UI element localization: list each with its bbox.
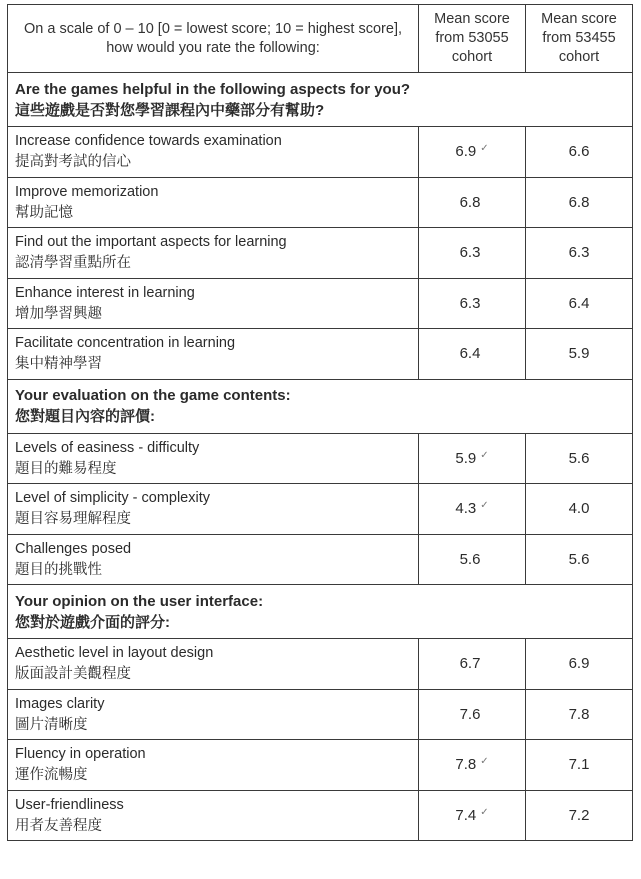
item-label-cell	[8, 534, 419, 585]
score-53455: 7.8	[568, 705, 590, 723]
table-row	[8, 433, 633, 484]
check-mark-icon: ✓	[480, 449, 489, 461]
item-label-zh: 版面設計美觀程度	[15, 666, 131, 683]
score-53455-cell	[526, 689, 633, 740]
item-label-zh: 提高對考試的信心	[15, 154, 131, 171]
check-mark-icon: ✓	[480, 143, 489, 155]
score-53055: 7.8	[455, 756, 477, 774]
item-label-en: Images clarity	[15, 695, 105, 712]
cohort-53455-header: Mean score from 53455 cohort	[526, 5, 633, 73]
score-53055-cell	[419, 228, 526, 279]
score-53055-cell	[419, 329, 526, 380]
score-53055: 5.6	[459, 550, 481, 568]
item-label-cell	[8, 127, 419, 178]
score-53055-cell	[419, 433, 526, 484]
score-53055-cell	[419, 177, 526, 228]
header-row	[8, 5, 633, 73]
item-label-cell	[8, 639, 419, 690]
score-53455-cell	[526, 639, 633, 690]
item-label-cell	[8, 228, 419, 279]
score-53055-cell	[419, 740, 526, 791]
score-53055: 6.3	[459, 244, 481, 262]
score-53055: 6.7	[459, 655, 481, 673]
table-row	[8, 639, 633, 690]
section-title-cell	[8, 73, 633, 127]
section-title-zh: 這些遊戲是否對您學習課程內中藥部分有幫助?	[15, 101, 325, 119]
score-53055: 7.6	[459, 705, 481, 723]
score-53055: 6.8	[459, 193, 481, 211]
table-row	[8, 329, 633, 380]
section-header-row	[8, 73, 633, 127]
item-label-en: Level of simplicity - complexity	[15, 490, 210, 507]
section-title-cell	[8, 379, 633, 433]
score-53055: 7.4	[455, 806, 477, 824]
item-label-en: Find out the important aspects for learning	[15, 234, 287, 251]
score-53055: 6.4	[459, 345, 481, 363]
item-label-cell	[8, 790, 419, 841]
score-53055-cell	[419, 127, 526, 178]
score-53455-cell	[526, 484, 633, 535]
item-label-en: Facilitate concentration in learning	[15, 335, 236, 352]
check-mark-icon: ✓	[480, 500, 489, 512]
item-label-cell	[8, 329, 419, 380]
table-row	[8, 740, 633, 791]
section-title-zh: 您對題目內容的評價:	[15, 408, 155, 425]
table-row	[8, 228, 633, 279]
item-label-zh: 集中精神學習	[15, 356, 102, 373]
check-mark-icon: ✓	[480, 806, 489, 818]
item-label-en: Increase confidence towards examination	[15, 133, 282, 150]
item-label-cell	[8, 278, 419, 329]
table-row	[8, 534, 633, 585]
score-53055: 4.3	[455, 500, 477, 518]
score-53055-cell	[419, 278, 526, 329]
item-label-cell	[8, 433, 419, 484]
section-title-en: Your evaluation on the game contents:	[15, 387, 291, 404]
section-title-en: Are the games helpful in the following aspects for you?	[15, 80, 411, 98]
item-label-cell	[8, 689, 419, 740]
table-body	[8, 73, 633, 841]
item-label-en: User-friendliness	[15, 796, 124, 813]
item-label-en: Fluency in operation	[15, 746, 146, 763]
item-label-en: Aesthetic level in layout design	[15, 645, 214, 662]
survey-table	[7, 4, 633, 841]
section-title-cell	[8, 585, 633, 639]
score-53055: 6.3	[459, 294, 481, 312]
score-53455-cell	[526, 177, 633, 228]
score-53055-cell	[419, 484, 526, 535]
section-header-row	[8, 379, 633, 433]
item-label-cell	[8, 177, 419, 228]
score-53055: 6.9	[455, 143, 477, 161]
score-53055-cell	[419, 689, 526, 740]
section-title-en: Your opinion on the user interface:	[15, 592, 264, 610]
score-53055-cell	[419, 639, 526, 690]
score-53455: 6.9	[568, 655, 590, 673]
item-label-zh: 幫助記憶	[15, 204, 73, 221]
score-53455-cell	[526, 329, 633, 380]
score-53455: 5.6	[568, 449, 590, 467]
score-53455-cell	[526, 127, 633, 178]
score-53455-cell	[526, 278, 633, 329]
score-53455: 4.0	[568, 500, 590, 518]
score-53455: 6.8	[568, 193, 590, 211]
item-label-zh: 題目容易理解程度	[15, 511, 131, 528]
item-label-en: Enhance interest in learning	[15, 284, 195, 301]
score-53055-cell	[419, 790, 526, 841]
table-row	[8, 790, 633, 841]
item-label-cell	[8, 484, 419, 535]
score-53455-cell	[526, 740, 633, 791]
score-53455: 5.6	[568, 550, 590, 568]
score-53455-cell	[526, 433, 633, 484]
item-label-zh: 運作流暢度	[15, 767, 88, 784]
table-row	[8, 278, 633, 329]
score-53455-cell	[526, 534, 633, 585]
score-53455: 7.1	[568, 756, 590, 774]
item-label-zh: 題目的挑戰性	[15, 561, 102, 578]
item-label-zh: 認清學習重點所在	[15, 255, 131, 272]
item-label-zh: 題目的難易程度	[15, 460, 117, 477]
score-53455-cell	[526, 228, 633, 279]
score-53055-cell	[419, 534, 526, 585]
item-label-cell	[8, 740, 419, 791]
question-header: On a scale of 0 – 10 [0 = lowest score; 10 = highest score], how would you rate the following:	[8, 5, 419, 73]
table-row	[8, 689, 633, 740]
item-label-zh: 增加學習興趣	[15, 305, 102, 322]
section-title-zh: 您對於遊戲介面的評分:	[15, 613, 170, 631]
table-row	[8, 127, 633, 178]
item-label-zh: 用者友善程度	[15, 817, 102, 834]
score-53455: 6.6	[568, 143, 590, 161]
score-53455: 7.2	[568, 806, 590, 824]
item-label-en: Improve memorization	[15, 183, 159, 200]
section-header-row	[8, 585, 633, 639]
item-label-zh: 圖片清晰度	[15, 716, 88, 733]
item-label-en: Levels of easiness - difficulty	[15, 439, 200, 456]
table-row	[8, 177, 633, 228]
score-53455-cell	[526, 790, 633, 841]
table-row	[8, 484, 633, 535]
score-53455: 6.4	[568, 294, 590, 312]
check-mark-icon: ✓	[480, 756, 489, 768]
score-53455: 5.9	[568, 345, 590, 363]
score-53055: 5.9	[455, 449, 477, 467]
score-53455: 6.3	[568, 244, 590, 262]
cohort-53055-header: Mean score from 53055 cohort	[419, 5, 526, 73]
item-label-en: Challenges posed	[15, 540, 132, 557]
